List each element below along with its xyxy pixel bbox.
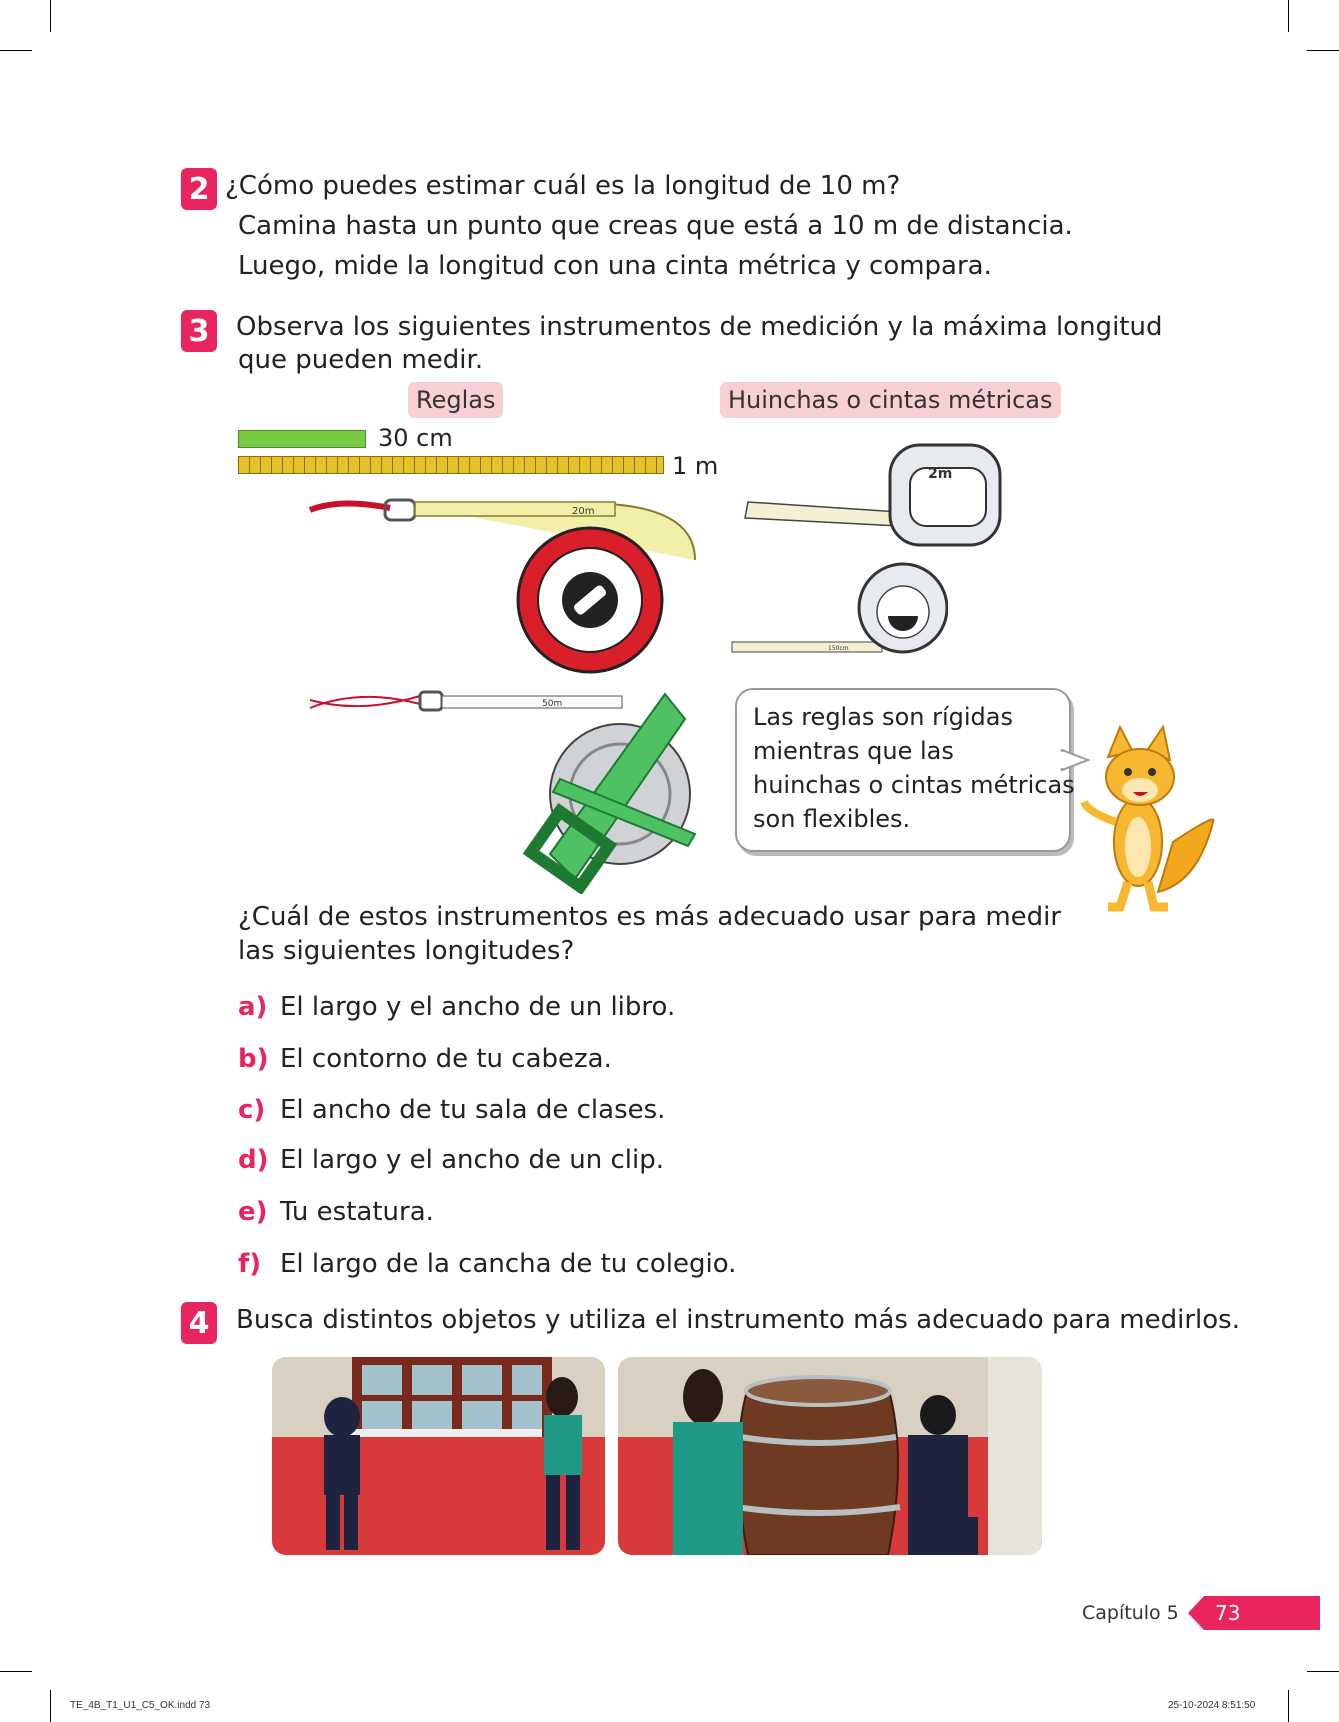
- ruler-30cm-label: 30 cm: [378, 424, 453, 452]
- item-letter: a): [238, 992, 268, 1022]
- item-text: El largo y el ancho de un libro.: [280, 992, 676, 1022]
- bubble-line-3: huinchas o cintas métricas: [753, 771, 1075, 799]
- question-number-4: 4: [181, 1302, 217, 1344]
- crop-mark: [1307, 50, 1339, 51]
- item-letter: e): [238, 1197, 268, 1227]
- tape-measure-150cm-illustration: [728, 560, 948, 660]
- crop-mark: [1288, 0, 1289, 32]
- list-item-b: [238, 1039, 612, 1079]
- crop-mark: [50, 0, 51, 32]
- list-item-f: [238, 1244, 736, 1284]
- q2-line-1: ¿Cómo puedes estimar cuál es la longitud de 10 m?: [225, 171, 901, 201]
- q2-line-2: Camina hasta un punto que creas que está a 10 m de distancia.: [238, 211, 1073, 241]
- crop-mark: [50, 1690, 51, 1722]
- fox-mascot-icon: [1078, 722, 1218, 912]
- speech-bubble: [735, 688, 1075, 852]
- print-date: 25-10-2024 8:51:50: [1168, 1700, 1256, 1711]
- question-number-3: 3: [181, 310, 217, 352]
- item-letter: b): [238, 1044, 269, 1074]
- item-text: El largo y el ancho de un clip.: [280, 1145, 664, 1175]
- q4-text: Busca distintos objetos y utiliza el instrumento más adecuado para medirlos.: [236, 1305, 1240, 1335]
- bubble-line-4: son flexibles.: [753, 805, 911, 833]
- crop-mark: [1307, 1671, 1339, 1672]
- item-text: El contorno de tu cabeza.: [280, 1044, 612, 1074]
- tape-measure-50m-illustration: [300, 684, 700, 894]
- file-info: TE_4B_T1_U1_C5_OK.indd 73: [70, 1700, 211, 1711]
- tape-measure-2m-illustration: [740, 440, 1010, 550]
- page-number: 73: [1215, 1601, 1241, 1625]
- green-ruler-30cm: [238, 430, 366, 448]
- q2-line-3: Luego, mide la longitud con una cinta métrica y compara.: [238, 251, 992, 281]
- item-letter: d): [238, 1145, 269, 1175]
- yellow-ruler-1m: [238, 456, 664, 474]
- crop-mark: [1288, 1690, 1289, 1722]
- crop-mark: [0, 1671, 32, 1672]
- list-item-e: [238, 1192, 434, 1232]
- chapter-label: Capítulo 5: [1082, 1602, 1179, 1624]
- svg-text:150cm: 150cm: [828, 645, 849, 652]
- tape-strap-icon: [310, 503, 390, 510]
- page-number-tab: [1188, 1596, 1320, 1630]
- list-item-a: [238, 987, 675, 1027]
- ruler-1m-label: 1 m: [672, 452, 719, 480]
- q3-question-line-1: ¿Cuál de estos instrumentos es más adecuado usar para medir: [238, 902, 1062, 932]
- bubble-line-1: Las reglas son rígidas: [753, 703, 1013, 731]
- item-letter: c): [238, 1095, 266, 1125]
- crop-mark: [0, 50, 32, 51]
- item-text: Tu estatura.: [280, 1197, 434, 1227]
- tag-rulers: Reglas: [408, 382, 503, 418]
- list-item-c: [238, 1090, 665, 1130]
- list-item-d: [238, 1140, 664, 1180]
- q3-line-1: Observa los siguientes instrumentos de medición y la máxima longitud: [236, 312, 1163, 342]
- bubble-line-2: mientras que las: [753, 737, 954, 765]
- svg-text:50m: 50m: [542, 699, 563, 709]
- question-number-2: 2: [181, 168, 217, 210]
- svg-text:20m: 20m: [572, 506, 595, 517]
- item-text: El largo de la cancha de tu colegio.: [280, 1249, 737, 1279]
- photo-measuring-wall: [272, 1357, 605, 1555]
- tape-measure-20m-illustration: [300, 490, 710, 680]
- item-text: El ancho de tu sala de clases.: [280, 1095, 666, 1125]
- item-letter: f): [238, 1249, 262, 1279]
- svg-text:2m: 2m: [928, 466, 953, 482]
- photo-measuring-barrel: [618, 1357, 1042, 1555]
- tag-tapes: Huinchas o cintas métricas: [720, 382, 1061, 418]
- q3-question-line-2: las siguientes longitudes?: [238, 936, 575, 966]
- q3-line-2: que pueden medir.: [238, 345, 484, 375]
